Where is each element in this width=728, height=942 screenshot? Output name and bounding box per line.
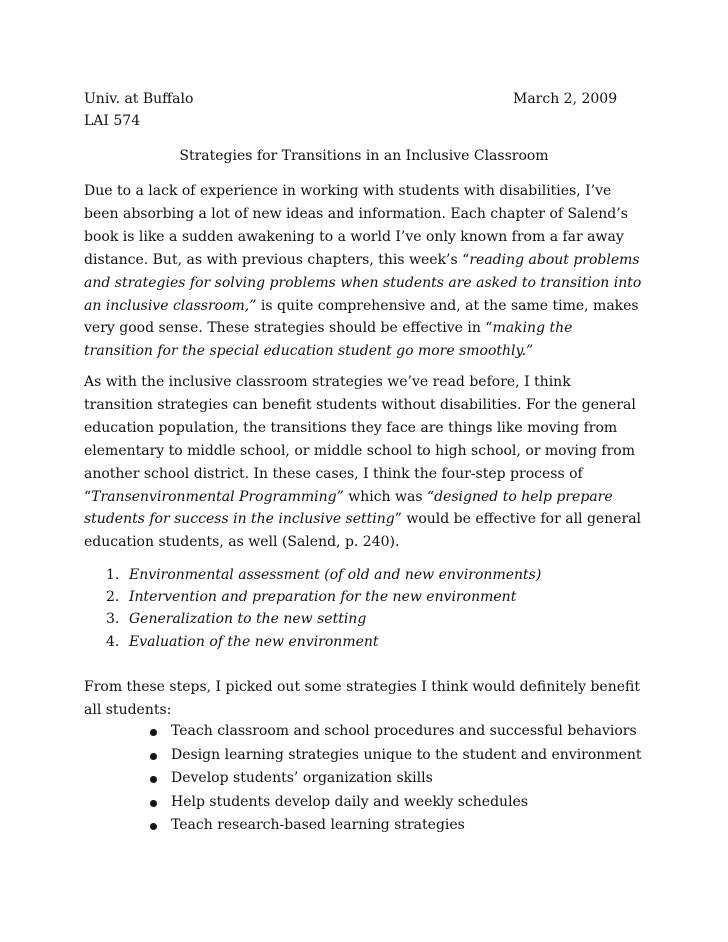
- list-item: [84, 631, 644, 653]
- paragraph-1-intro: Due to a lack of experience in working with students with disabilities, I’ve been absorbing a lot of new ideas and information. Each chapter of Salend’s book is like a sudden awakening to a world I’ve only known from a far away distance. But, as with previous chapters, this week’s “: [84, 183, 628, 268]
- strategy-text: Teach classroom and school procedures and successful behaviors: [171, 723, 637, 739]
- paragraph-1-quote-1: reading about problems and strategies for solving problems when students are asked to transition into an inclusive classroom,”: [84, 251, 642, 314]
- list-item: [84, 608, 644, 630]
- paragraph-2-intro: As with the inclusive classroom strategies we’ve read before, I think transition strategies can benefit students without disabilities. For the general education population, the transitions they face are things like moving from elementary to middle school, or middle school to high school, or moving from another school district. In these cases, I think the four-step process of “: [84, 374, 636, 505]
- paragraph-1-quote-2: making the transition for the special education student go more smoothly.”: [84, 320, 573, 360]
- step-text: Environmental assessment (of old and new environments): [129, 567, 542, 583]
- list-item: [84, 814, 664, 838]
- course-row: [84, 110, 624, 132]
- paragraph-2: [84, 371, 644, 554]
- paragraph-2-end: ” would be effective for all general education students, as well (Salend, p. 240).: [84, 511, 642, 551]
- step-text: Evaluation of the new environment: [129, 633, 379, 650]
- paragraph-3: From these steps, I picked out some strategies I think would definitely benefit all students:: [84, 679, 640, 718]
- steps-list: [84, 564, 644, 653]
- document-title: Strategies for Transitions in an Inclusive Classroom: [179, 148, 549, 164]
- header-row: [84, 88, 624, 110]
- step-number: 1.: [106, 567, 120, 583]
- step-text: Intervention and preparation for the new environment: [129, 589, 517, 606]
- paragraph-2-quote: “designed to help prepare students for success in the inclusive setting: [84, 488, 613, 528]
- strategy-text: Design learning strategies unique to the student and environment: [171, 746, 642, 763]
- list-item: [84, 564, 644, 586]
- list-item: [84, 767, 664, 791]
- institution-label: Univ. at Buffalo: [84, 91, 194, 107]
- bullet-icon: [150, 823, 157, 830]
- step-number: 4.: [106, 633, 120, 650]
- list-item: [84, 744, 664, 768]
- list-item: [84, 720, 664, 744]
- list-item: [84, 586, 644, 608]
- course-label: LAI 574: [84, 113, 141, 129]
- step-text: Generalization to the new setting: [129, 611, 367, 628]
- step-number: 2.: [106, 589, 120, 606]
- strategy-text: Develop students’ organization skills: [171, 770, 433, 786]
- bullet-icon: [150, 729, 157, 736]
- paragraph-1-middle: is quite comprehensive and, at the same time, makes very good sense. These strategies should be effective in “: [84, 297, 639, 337]
- paragraph-2-term: Transenvironmental Programming”: [91, 488, 344, 505]
- paragraph-1: [84, 180, 644, 363]
- strategy-text: Teach research-based learning strategies: [171, 817, 465, 833]
- bullet-icon: [150, 800, 157, 807]
- strategies-list: [84, 720, 664, 838]
- paragraph-2-middle: which was: [343, 488, 427, 505]
- step-number: 3.: [106, 611, 120, 628]
- date-label: March 2, 2009: [513, 91, 618, 107]
- bullet-icon: [150, 753, 157, 760]
- strategy-text: Help students develop daily and weekly schedules: [171, 793, 529, 810]
- bullet-icon: [150, 776, 157, 783]
- list-item: [84, 791, 664, 815]
